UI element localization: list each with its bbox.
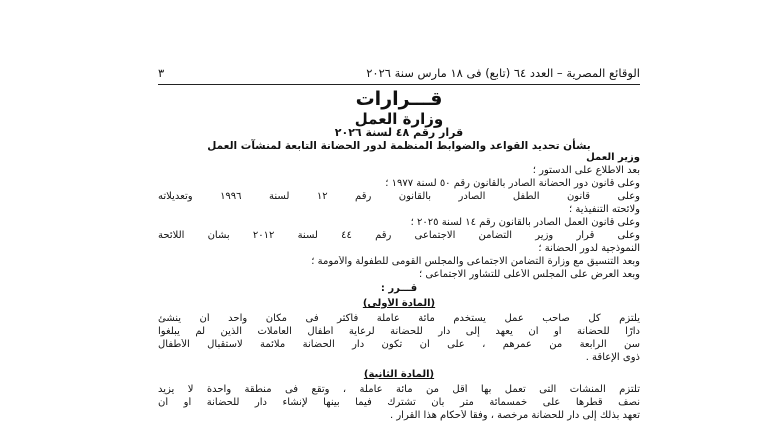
decree-subject: بشأن تحديد القواعد والضوابط المنظمة لدور الحضانة التابعة لمنشآت العمل <box>207 140 591 152</box>
minister-label: وزير العمل <box>586 152 640 163</box>
preamble-line: النموذجية لدور الحضانة ؛ <box>538 243 640 254</box>
preamble-line: ولائحته التنفيذية ؛ <box>568 204 640 215</box>
decree-number: قرار رقم ٤٨ لسنة ٢٠٢٦ <box>334 126 464 139</box>
section-title-decisions: قـــرارات <box>355 88 443 110</box>
preamble-line: بعد الاطلاع على الدستور ؛ <box>532 165 640 176</box>
article-2-line: نصف قطرها على خمسمائة متر بأن تشترك فيما بينها لإنشاء دار للحضانة أو أن <box>158 397 640 408</box>
article-1-line: دارًا للحضانة أو أن يعهد إلى دار للحضانة لرعاية أطفال العاملات الذين لم يبلغوا <box>158 326 640 337</box>
article-1-heading: (المادة الأولى) <box>362 298 436 309</box>
preamble-line: وعلى قانون الطفل الصادر بالقانون رقم ١٢ لسنة ١٩٩٦ وتعديلاته <box>158 191 640 202</box>
preamble-line: وعلى قانون العمل الصادر بالقانون رقم ١٤ لسنة ٢٠٢٥ ؛ <box>410 217 640 228</box>
preamble-line: وبعد العرض على المجلس الأعلى للتشاور الاجتماعى ؛ <box>418 269 640 280</box>
article-2-line: تعهد بذلك إلى دار للحضانة مرخصة ، وفقا لأحكام هذا القرار . <box>390 410 640 421</box>
preamble-line: وعلى قرار وزير التضامن الاجتماعى رقم ٤٤ لسنة ٢٠١٢ بشأن اللائحة <box>158 230 640 241</box>
page-number: ٣ <box>158 66 165 80</box>
preamble-line: وعلى قانون دور الحضانة الصادر بالقانون رقم ٥٠ لسنة ١٩٧٧ ؛ <box>385 178 640 189</box>
running-header <box>158 66 640 80</box>
article-2-line: تلتزم المنشآت التى تعمل بها أقل من مائة عاملة ، وتقع فى منطقة واحدة لا يزيد <box>158 384 640 395</box>
preamble-line: وبعد التنسيق مع وزارة التضامن الاجتماعى والمجلس القومى للطفولة والأمومة ؛ <box>311 256 640 267</box>
article-1-line: يلتزم كل صاحب عمل يستخدم مائة عاملة فأكثر فى مكان واحد أن ينشئ <box>158 313 640 324</box>
article-1-line: سن الرابعة من عمرهم ، على أن تكون دار الحضانة ملائمة لاستقبال الأطفال <box>158 339 640 350</box>
ministry-title: وزارة العمل <box>354 110 444 128</box>
article-2-heading: (المادة الثانية) <box>363 369 435 380</box>
decides-heading: قـــرر : <box>380 283 418 294</box>
header-divider <box>158 84 640 85</box>
article-1-line: ذوى الإعاقة . <box>585 352 640 363</box>
running-title: الوقائع المصرية – العدد ٦٤ (تابع) فى ١٨ مارس سنة ٢٠٢٦ <box>366 66 640 80</box>
